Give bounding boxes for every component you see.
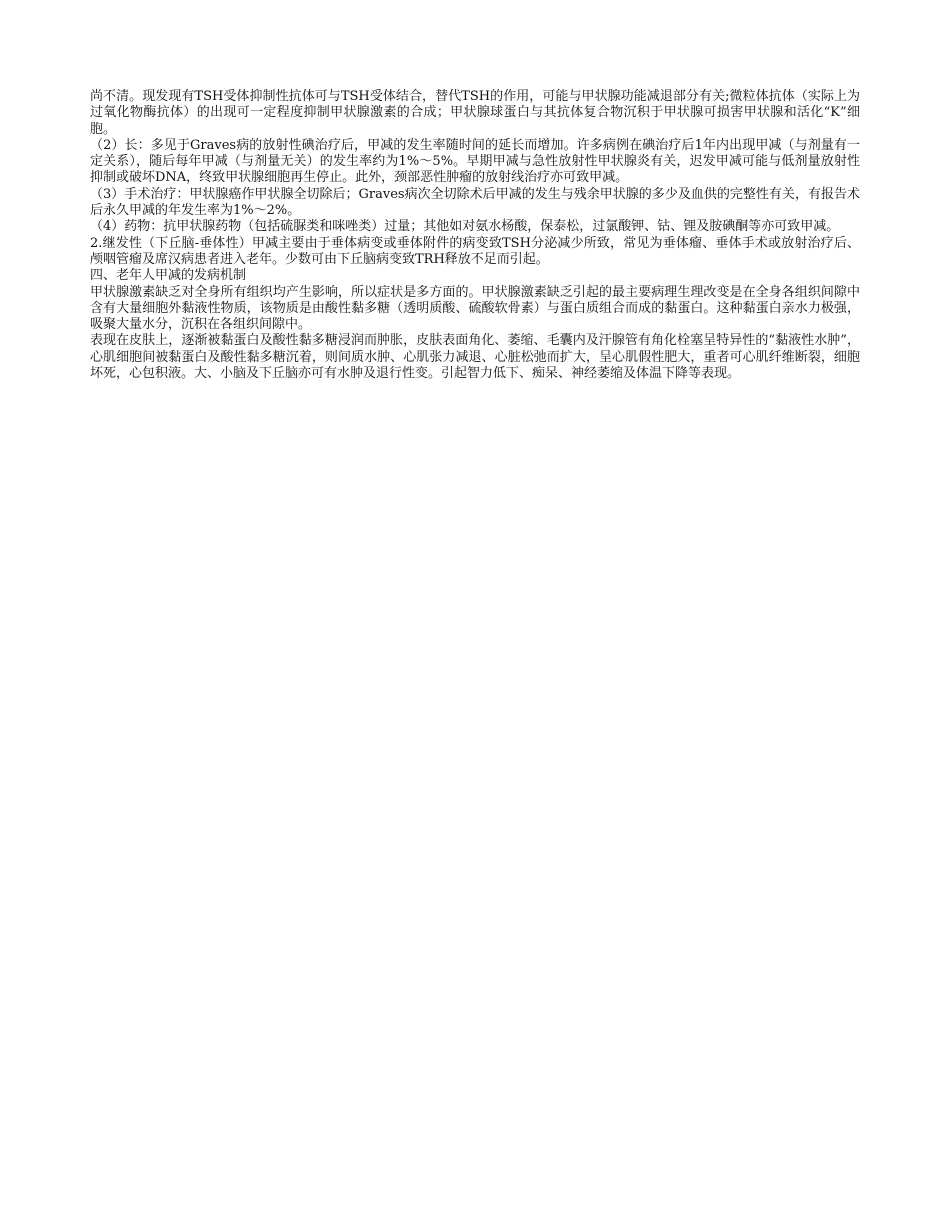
paragraph-drugs: （4）药物：抗甲状腺药物（包括硫脲类和咪唑类）过量；其他如对氨水杨酸，保泰松，过氯酸钾、钴、锂及胺碘酮等亦可致甲减。 (90, 219, 840, 235)
document-body (90, 89, 860, 382)
paragraph-secondary-hypothyroidism: 2.继发性（下丘脑-垂体性）甲减主要由于垂体病变或垂体附件的病变致TSH分泌减少所致，常见为垂体瘤、垂体手术或放射治疗后、颅咽管瘤及席汉病患者进入老年。少数可由下丘脑病变致TRH释放不足而引起。 (90, 235, 860, 267)
paragraph-antibodies: 尚不清。现发现有TSH受体抑制性抗体可与TSH受体结合，替代TSH的作用，可能与甲状腺功能减退部分有关;微粒体抗体（实际上为过氧化物酶抗体）的出现可一定程度抑制甲状腺激素的合成；甲状腺球蛋白与其抗体复合物沉积于甲状腺可损害甲状腺和活化“K”细胞。 (90, 89, 860, 137)
paragraph-radioiodine-therapy: （2）长：多见于Graves病的放射性碘治疗后，甲减的发生率随时间的延长而增加。许多病例在碘治疗后1年内出现甲减（与剂量有一定关系），随后每年甲减（与剂量无关）的发生率约为1%～5%。早期甲减与急性放射性甲状腺炎有关，迟发甲减可能与低剂量放射性抑制或破坏DNA，终致甲状腺细胞再生停止。此外，颈部恶性肿瘤的放射线治疗亦可致甲减。 (90, 137, 860, 186)
section-heading-pathogenesis: 四、老年人甲减的发病机制 (90, 268, 247, 284)
paragraph-surgical-treatment: （3）手术治疗：甲状腺癌作甲状腺全切除后；Graves病次全切除术后甲减的发生与残余甲状腺的多少及血供的完整性有关，有报告术后永久甲减的年发生率为1%～2%。 (90, 186, 860, 219)
paragraph-clinical-manifestations: 表现在皮肤上，逐渐被黏蛋白及酸性黏多糖浸润而肿胀，皮肤表面角化、萎缩、毛囊内及汗腺管有角化栓塞呈特异性的“黏液性水肿”，心肌细胞间被黏蛋白及酸性黏多糖沉着，则间质水肿、心肌张力减退、心脏松弛而扩大，呈心肌假性肥大，重者可心肌纤维断裂，细胞坏死，心包积液。大、小脑及下丘脑亦可有水肿及退行性变。引起智力低下、痴呆、神经萎缩及体温下降等表现。 (90, 333, 860, 382)
paragraph-hormone-deficiency: 甲状腺激素缺乏对全身所有组织均产生影响，所以症状是多方面的。甲状腺激素缺乏引起的最主要病理生理改变是在全身各组织间隙中含有大量细胞外黏液性物质，该物质是由酸性黏多糖（透明质酸、硫酸软骨素）与蛋白质组合而成的黏蛋白。这种黏蛋白亲水力极强，吸聚大量水分，沉积在各组织间隙中。 (90, 284, 860, 333)
